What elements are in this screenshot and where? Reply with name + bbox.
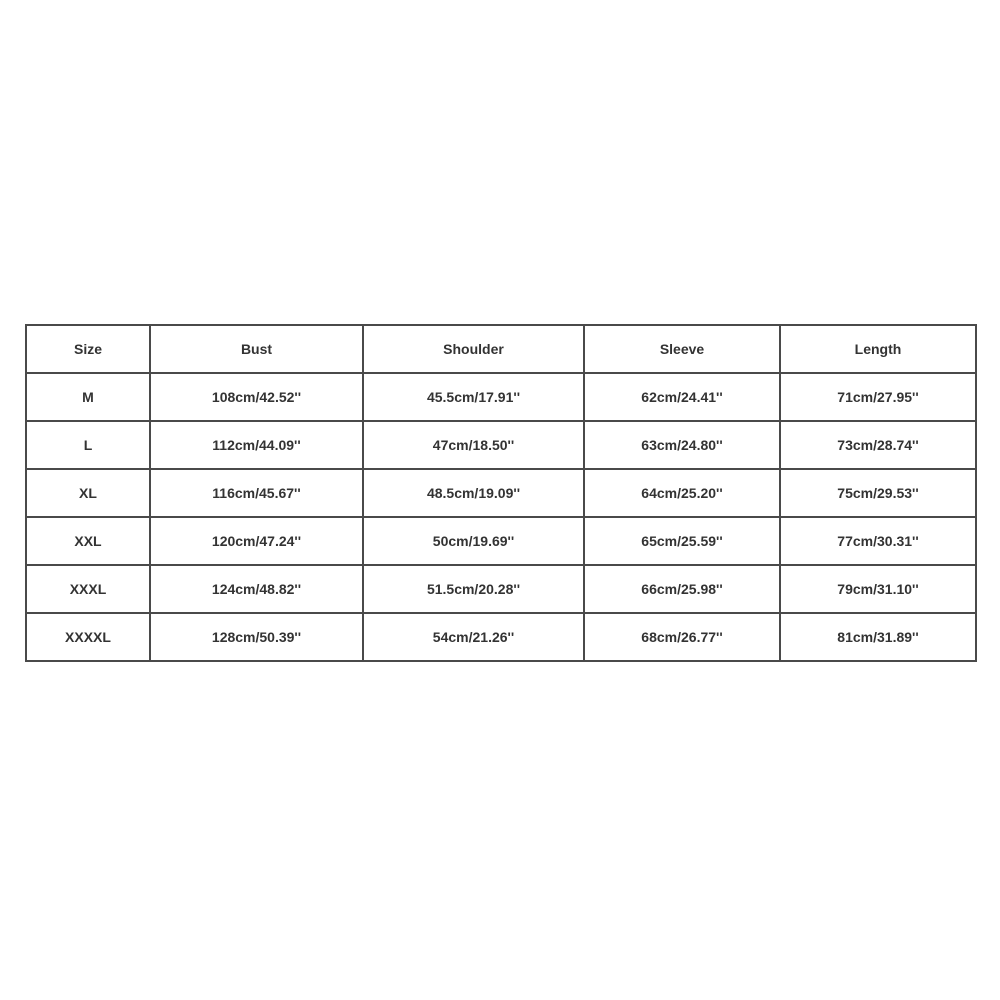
cell-bust: 108cm/42.52'' [150, 373, 363, 421]
cell-length: 77cm/30.31'' [780, 517, 976, 565]
cell-sleeve: 64cm/25.20'' [584, 469, 780, 517]
cell-shoulder: 47cm/18.50'' [363, 421, 584, 469]
header-length: Length [780, 325, 976, 373]
cell-bust: 116cm/45.67'' [150, 469, 363, 517]
cell-sleeve: 68cm/26.77'' [584, 613, 780, 661]
cell-length: 81cm/31.89'' [780, 613, 976, 661]
table-row [26, 373, 976, 421]
cell-bust: 128cm/50.39'' [150, 613, 363, 661]
header-sleeve: Sleeve [584, 325, 780, 373]
cell-size: XXL [26, 517, 150, 565]
cell-length: 71cm/27.95'' [780, 373, 976, 421]
cell-bust: 112cm/44.09'' [150, 421, 363, 469]
table-row [26, 517, 976, 565]
header-bust: Bust [150, 325, 363, 373]
cell-bust: 120cm/47.24'' [150, 517, 363, 565]
cell-size: M [26, 373, 150, 421]
cell-length: 73cm/28.74'' [780, 421, 976, 469]
cell-sleeve: 63cm/24.80'' [584, 421, 780, 469]
cell-size: L [26, 421, 150, 469]
cell-size: XL [26, 469, 150, 517]
cell-size: XXXL [26, 565, 150, 613]
cell-size: XXXXL [26, 613, 150, 661]
cell-length: 79cm/31.10'' [780, 565, 976, 613]
cell-shoulder: 45.5cm/17.91'' [363, 373, 584, 421]
cell-shoulder: 54cm/21.26'' [363, 613, 584, 661]
size-chart-table [25, 324, 977, 662]
header-row [26, 325, 976, 373]
cell-bust: 124cm/48.82'' [150, 565, 363, 613]
cell-shoulder: 50cm/19.69'' [363, 517, 584, 565]
cell-shoulder: 48.5cm/19.09'' [363, 469, 584, 517]
cell-sleeve: 66cm/25.98'' [584, 565, 780, 613]
table-row [26, 469, 976, 517]
cell-shoulder: 51.5cm/20.28'' [363, 565, 584, 613]
table-row [26, 421, 976, 469]
header-shoulder: Shoulder [363, 325, 584, 373]
cell-sleeve: 62cm/24.41'' [584, 373, 780, 421]
cell-length: 75cm/29.53'' [780, 469, 976, 517]
table-row [26, 565, 976, 613]
cell-sleeve: 65cm/25.59'' [584, 517, 780, 565]
header-size: Size [26, 325, 150, 373]
table-row [26, 613, 976, 661]
